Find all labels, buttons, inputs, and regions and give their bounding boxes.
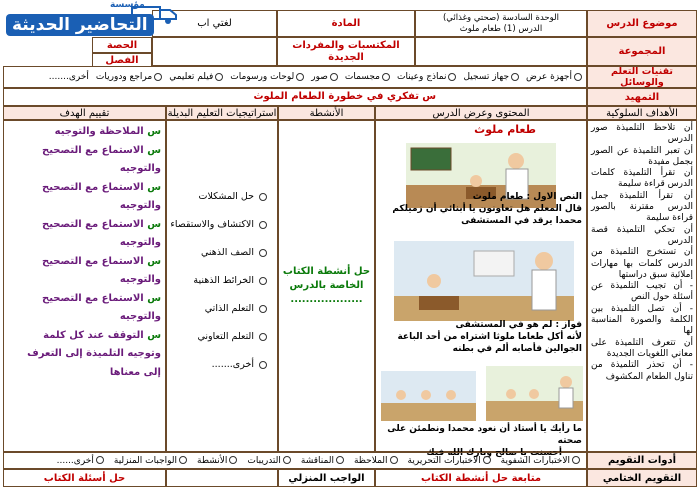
- objectives-column: أن تلاحظ التلميذة صور الدرس أن تعبر التلميذة عن الصور بجمل مفيدة أن تقرأ التلميذة كلمات الدرس قراءة سليمة أن تقرأ التلميذة جمل الدرس مقترنة بالصور قراءة سليمة أن تحكي التلميذة قصة الدرس أن تستخرج التلميذة من الدرس كلمات بها مهارات إملائية سبق دراستها - أن تجيب التلميذة عن أسئلة حول النص - أن تصل التلميذة بين الكلمة والصورة المناسبة لها أن تتعرف التلميذة على معاني اللغويات الجديدة - أن تحذر التلميذة من تناول الطعام المكشوف: [587, 120, 697, 452]
- follow-up-label: متابعة حل أنشطة الكتاب: [375, 469, 587, 487]
- strategy-option[interactable]: الصف الذهني: [167, 239, 267, 267]
- content-para2: فواز : لم هو في المستشفى لأنه أكل طعاما ملوثا اشتراه من أحد الباعة الجوالين فأصابه ألم في بطنه: [397, 320, 582, 354]
- book-questions-label: حل أسئلة الكتاب: [3, 469, 166, 487]
- evaluation-option[interactable]: الواجبات المنزلية: [114, 456, 187, 466]
- final-label: التقويم الختامي: [587, 469, 697, 487]
- evaluation-options: [3, 452, 587, 469]
- assessment-item: س الاستماع مع التصحيح والتوجيه: [42, 218, 161, 248]
- content-para3: ما رأيك يا أستاذ أن نعود محمدا ونطمئن على صحته أحسنت يا صالح وبارك الله فيك: [387, 424, 582, 458]
- logo-subtitle: مؤسسة: [110, 0, 145, 10]
- strategy-option[interactable]: أخرى.......: [167, 351, 267, 379]
- tool-option[interactable]: أخرى.......: [48, 72, 89, 82]
- tool-option[interactable]: مراجع ودوريات: [96, 72, 162, 82]
- tool-option[interactable]: مجسمات: [345, 72, 390, 82]
- classroom-illustration-3: [381, 371, 476, 421]
- subject-value: لغتي اب: [152, 10, 277, 37]
- content-para1: النص الاول : طعام ملوث قال المعلم هل تعاونون يا أبنائي أن زميلكم محمدا يرقد في المستشفى: [392, 192, 582, 226]
- strategy-option[interactable]: التعلم الذاتي: [167, 295, 267, 323]
- intro-label: التمهيد: [587, 88, 697, 106]
- content-header: المحتوى وعرض الدرس: [375, 106, 587, 120]
- tool-option[interactable]: جهاز تسجيل: [463, 72, 519, 82]
- homework-value: [166, 469, 278, 487]
- assessment-header: تقييم الهدف: [3, 106, 166, 120]
- group-value: [415, 37, 587, 66]
- vocab-label: المكتسبات والمفردات الجديدة: [277, 37, 415, 66]
- strategy-option[interactable]: الخرائط الذهنية: [167, 267, 267, 295]
- tool-option[interactable]: أجهزة عرض: [526, 72, 582, 82]
- homework-label: الواجب المنزلي: [278, 469, 375, 487]
- logo-title: التحاضير الحديثة: [6, 14, 154, 36]
- classroom-illustration-4: [486, 366, 583, 421]
- tools-options: [3, 66, 587, 88]
- strategies-header: استراتيجيات التعليم البديلة: [167, 107, 277, 119]
- evaluation-label: أدوات التقويم: [587, 452, 697, 469]
- strategies-column: [166, 120, 278, 452]
- strategy-option[interactable]: التعلم التعاوني: [167, 323, 267, 351]
- class-label: الفصل: [92, 53, 152, 67]
- assessment-item: س الملاحظة والتوجيه: [54, 126, 161, 137]
- evaluation-option[interactable]: الاختبارات الشفوية: [501, 456, 580, 466]
- topic-label: موضوع الدرس: [587, 10, 697, 37]
- lesson-topic-value: الوحدة السادسة (صحتي وغذائي) الدرس (1) طعام ملوث: [415, 10, 587, 37]
- evaluation-option[interactable]: الأنشطة: [197, 456, 237, 466]
- intro-question: س تفكري في خطورة الطعام الملوث: [3, 88, 587, 106]
- content-title: طعام ملوث: [474, 123, 536, 136]
- tools-label: تقنيات التعلم والوسائل: [587, 66, 697, 88]
- assessment-item: س الاستماع مع التصحيح والتوجيه: [42, 292, 161, 322]
- subject-label: المادة: [277, 10, 415, 37]
- assessment-item: س الاستماع مع التصحيح والتوجيه: [42, 181, 161, 211]
- strategy-option[interactable]: الاكتشاف والاستقصاء: [167, 211, 267, 239]
- classroom-illustration-2: [394, 241, 574, 321]
- evaluation-option[interactable]: المناقشة: [301, 456, 344, 466]
- assessment-item: س التوقف عند كل كلمة وتوجيه التلميذة إلى التعرف إلى معناها: [27, 329, 161, 378]
- evaluation-option[interactable]: التدريبات: [247, 456, 290, 466]
- tool-option[interactable]: نماذج وعينات: [397, 72, 457, 82]
- evaluation-option[interactable]: أخرى......: [57, 456, 104, 466]
- tool-option[interactable]: فيلم تعليمي: [169, 72, 223, 82]
- vocab-value: [152, 37, 277, 66]
- evaluation-option[interactable]: الملاحظة: [354, 456, 398, 466]
- evaluation-option[interactable]: الاختبارات التحريرية: [408, 456, 491, 466]
- period-label: الحصة: [92, 37, 152, 53]
- assessment-item: س الاستماع مع التصحيح والتوجيه: [42, 255, 161, 285]
- tool-option[interactable]: صور: [311, 72, 338, 82]
- logo: [2, 0, 192, 40]
- activities-column: حل أنشطة الكتاب الخاصة بالدرس ...................: [278, 120, 375, 452]
- objectives-header: الأهداف السلوكية: [587, 106, 697, 120]
- assessment-item: س الاستماع مع التصحيح والتوجيه: [42, 144, 161, 174]
- strategy-option[interactable]: حل المشكلات: [167, 183, 267, 211]
- tool-option[interactable]: لوحات ورسومات: [230, 72, 304, 82]
- group-label: المجموعة: [587, 37, 697, 66]
- activities-header: الأنشطة: [278, 106, 375, 120]
- assessment-column: [3, 120, 166, 452]
- content-column: [375, 120, 587, 458]
